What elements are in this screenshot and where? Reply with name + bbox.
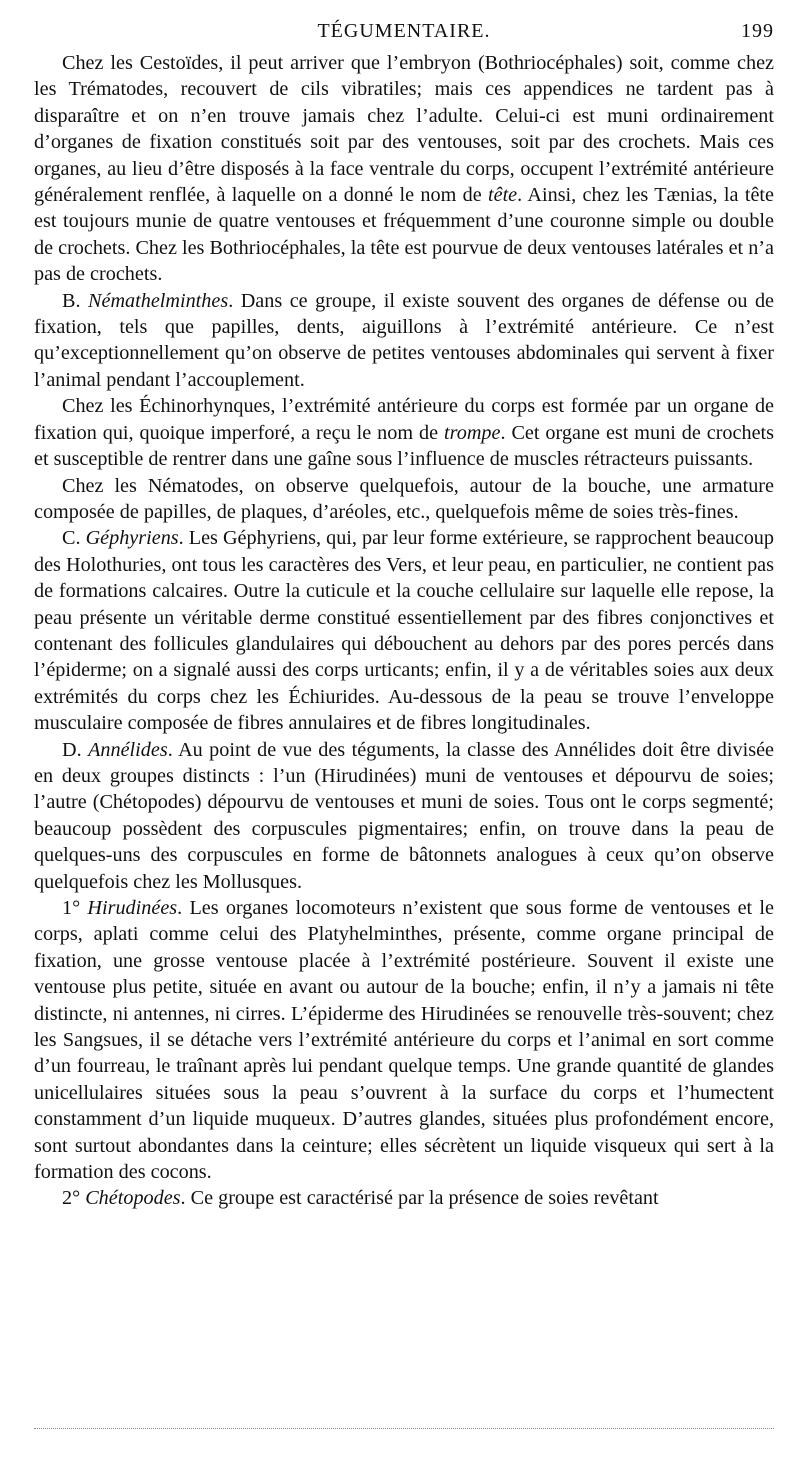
running-header [34, 20, 774, 50]
footer-dotted-rule [34, 1428, 774, 1429]
paragraph-chetopodes: 2° Chétopodes. Ce groupe est caractérisé par la présence de soies revêtant [62, 1187, 659, 1210]
paragraph-echinorhynques: Chez les Échinorhynques, l’extrémité antérieure du corps est formée par un organe de fixation qui, quoique imperforé, a reçu le nom de trompe. Cet organe est muni de crochets et susceptible de rentrer dans une gaîne sous l’influence de muscles rétracteurs puissants. [34, 395, 775, 471]
page [34, 20, 774, 1212]
text-body [34, 50, 774, 1212]
paragraph-nemathelminthes: B. Némathelminthes. Dans ce groupe, il existe souvent des organes de défense ou de fixation, tels que papilles, dents, aiguillons à l’extrémité antérieure. Ce n’est qu’exceptionnellement qu’on observe de petites ventouses abdominales qui servent à fixer l’animal pendant l’accouplement. [34, 289, 775, 391]
page-number: 199 [741, 20, 774, 42]
paragraph-annelides: D. Annélides. Au point de vue des téguments, la classe des Annélides doit être divisée en deux groupes distincts : l’un (Hirudinées) muni de ventouses et dépourvu de soies; l’autre (Chétopodes) dépourvu de ventouses et muni de soies. Tous ont le corps segmenté; beaucoup possèdent des corpuscules pigmentaires; enfin, on trouve dans la peau de quelques-uns des corpuscules en forme de bâtonnets analogues à ceux qu’on observe quelquefois chez les Mollusques. [34, 738, 774, 893]
running-title: TÉGUMENTAIRE. [317, 20, 491, 42]
paragraph-cestoides: Chez les Cestoïdes, il peut arriver que l’embryon (Bothriocéphales) soit, comme chez les Trématodes, recouvert de cils vibratiles; mais ces appendices ne tardent pas à disparaître et on n’en trouve jamais chez l’adulte. Celui-ci est muni ordinairement d’organes de fixation constitués soit par des ventouses, soit par des crochets. Mais ces organes, au lieu d’être disposés à la face ventrale du corps, occupent l’extrémité antérieure généralement renflée, à laquelle on a donné le nom de tête. Ainsi, chez les Tænias, la tête est toujours munie de quatre ventouses et fréquemment d’une couronne simple ou double de crochets. Chez les Bothriocéphales, la tête est pourvue de deux ventouses latérales et n’a pas de crochets. [34, 52, 774, 286]
paragraph-hirudinees: 1° Hirudinées. Les organes locomoteurs n’existent que sous forme de ventouses et le corps, aplati comme celui des Platyhelminthes, présente, comme organe principal de fixation, une grosse ventouse placée à l’extrémité postérieure. Souvent il existe une ventouse plus petite, située en avant ou autour de la bouche; enfin, il n’y a jamais ni tête distincte, ni antennes, ni cirres. L’épiderme des Hirudinées se renouvelle très-souvent; chez les Sangsues, il se détache vers l’extrémité antérieure du corps et l’animal en sort comme d’un fourreau, le traînant après lui pendant quelque temps. Une grande quantité de glandes unicellulaires situées sous la peau s’ouvrent à la surface du corps et l’humectent constamment d’un liquide muqueux. D’autres glandes, situées plus profondément encore, sont surtout abondantes dans la ceinture; elles sécrètent un liquide visqueux qui sert à la formation des cocons. [34, 897, 774, 1184]
paragraph-gephyriens: C. Géphyriens. Les Géphyriens, qui, par leur forme extérieure, se rapprochent beaucoup des Holothuries, ont tous les caractères des Vers, et leur peau, en particulier, ne contient pas de formations calcaires. Outre la cuticule et la couche cellulaire sur laquelle elle repose, la peau présente un véritable derme constitué essentiellement par des fibres conjonctives et contenant des follicules glandulaires qui débouchent au dehors par des pores percés dans l’épiderme; on a signalé aussi des corps urticants; enfin, il y a de véritables soies aux deux extrémités du corps chez les Échiurides. Au-dessous de la peau se trouve l’enveloppe musculaire composée de fibres annulaires et de fibres longitudinales. [34, 527, 774, 735]
paragraph-nematodes: Chez les Nématodes, on observe quelquefois, autour de la bouche, une armature composée de papilles, de plaques, d’aréoles, etc., quelquefois même de soies très-fines. [34, 474, 774, 523]
